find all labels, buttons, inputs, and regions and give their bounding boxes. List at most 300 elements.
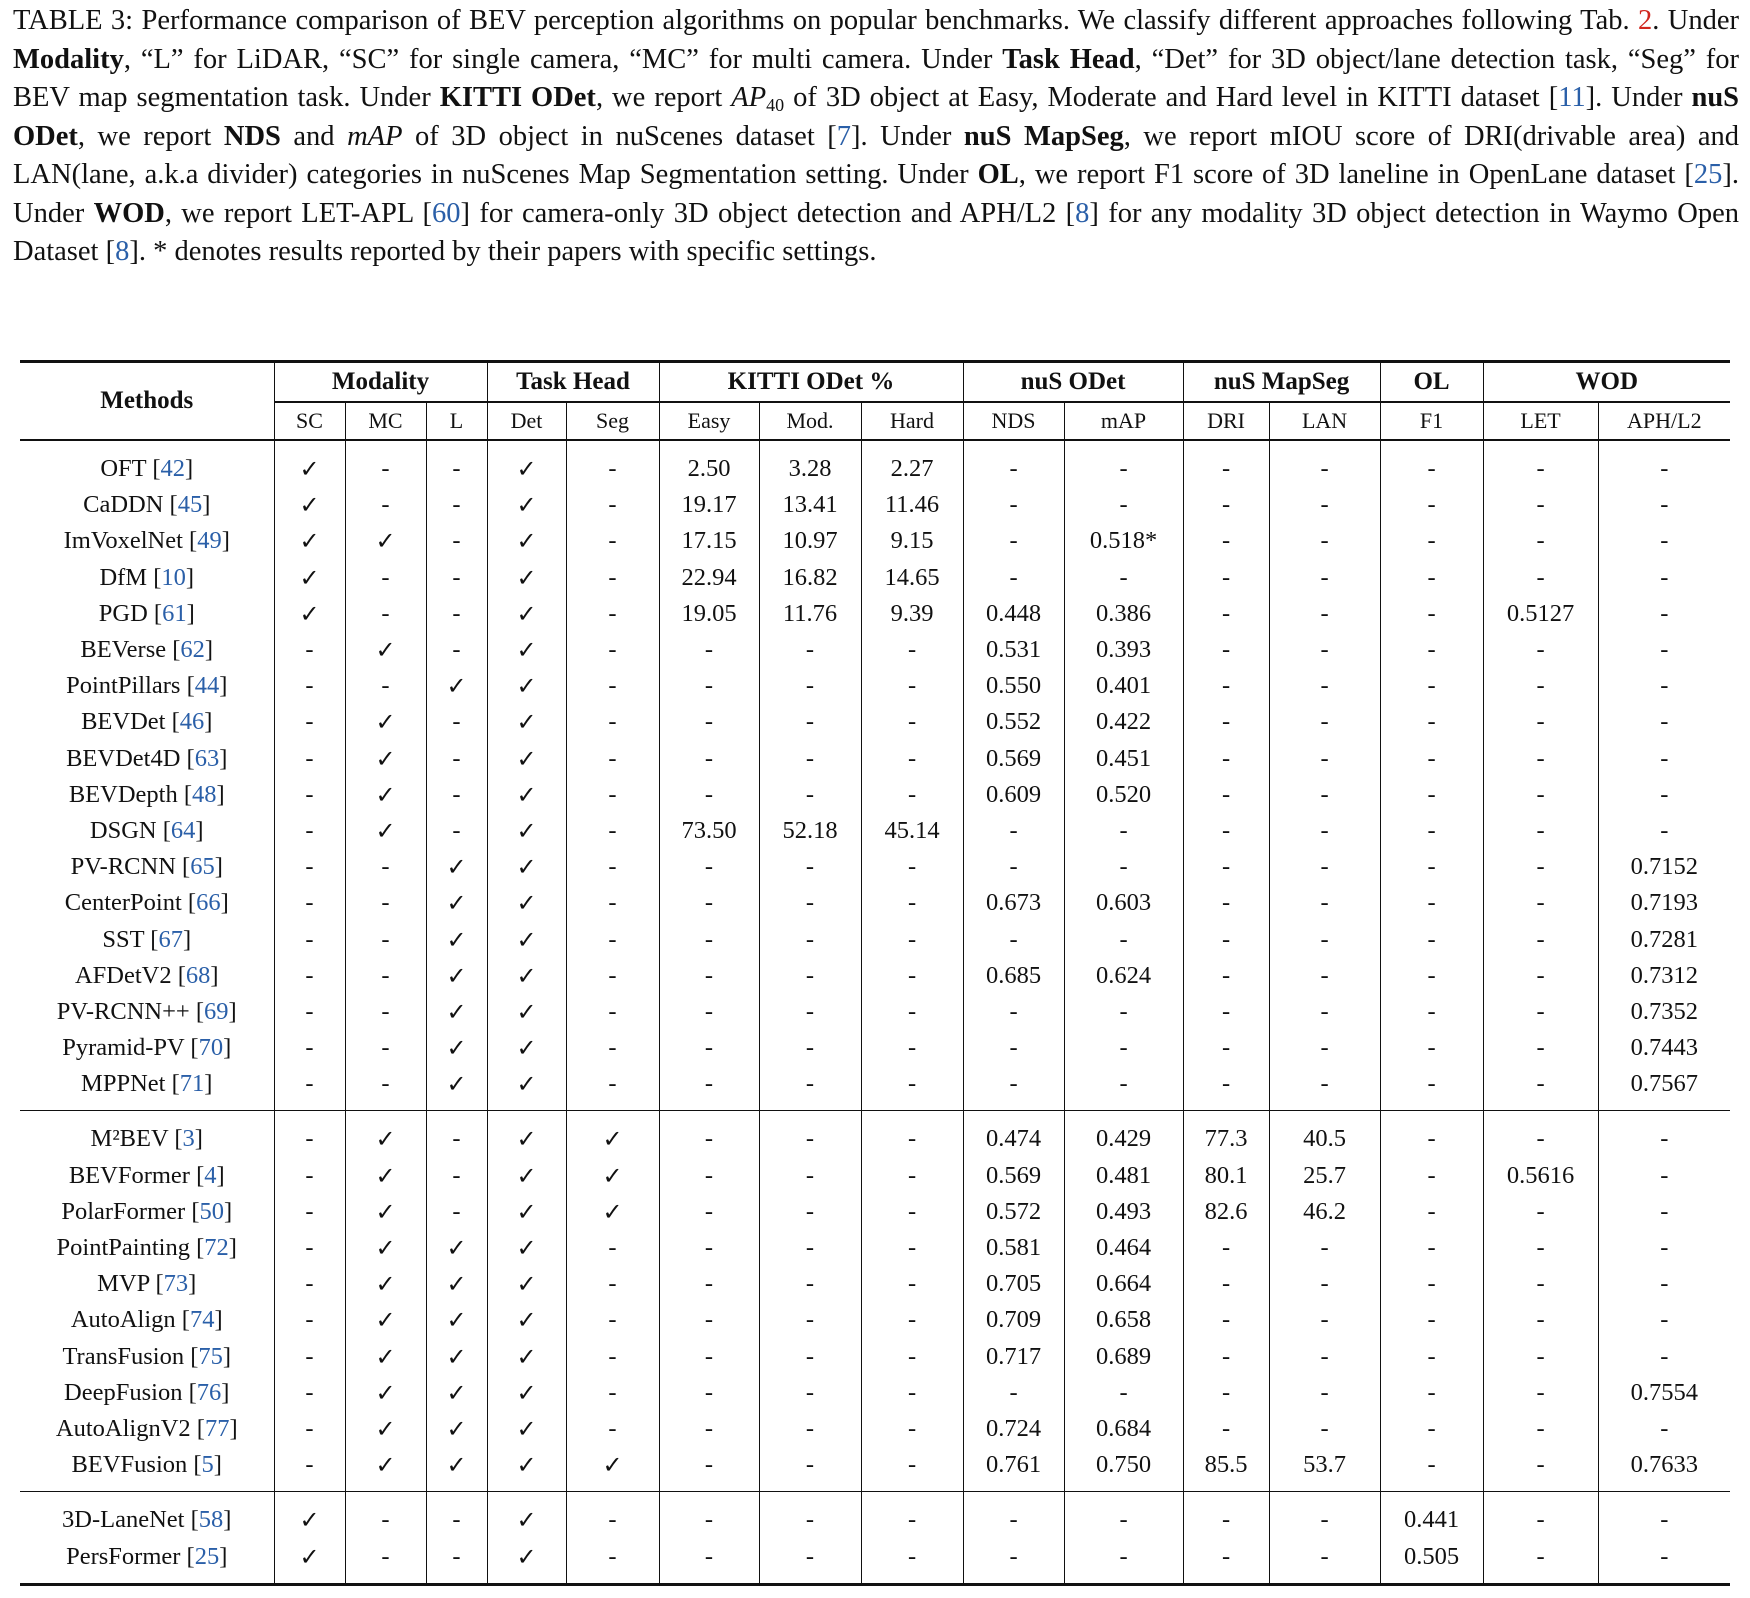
caption-text: , we report LET-APL [ — [164, 197, 433, 229]
value-cell: 0.520 — [1064, 777, 1183, 813]
value-cell: - — [659, 994, 759, 1030]
check-icon: ✓ — [487, 1538, 566, 1584]
value-cell: 2.27 — [861, 440, 963, 487]
check-icon: ✓ — [345, 1266, 426, 1302]
check-icon: ✓ — [426, 1447, 487, 1492]
check-icon: ✓ — [566, 1111, 659, 1158]
method-name: DSGN — [89, 816, 157, 844]
value-cell: - — [1064, 487, 1183, 523]
bracket: [ — [187, 1451, 202, 1479]
value-cell: - — [659, 849, 759, 885]
caption-text: of 3D object at Easy, Moderate and Hard level in KITTI dataset [ — [784, 82, 1559, 113]
bracket: [ — [165, 1070, 180, 1098]
value-cell: - — [345, 560, 426, 596]
column-header: Mod. — [759, 402, 861, 440]
value-cell: - — [1183, 1411, 1269, 1447]
value-cell: - — [426, 777, 487, 813]
value-cell: - — [1380, 596, 1483, 632]
column-header: Seg — [566, 402, 659, 440]
value-cell: - — [659, 1111, 759, 1158]
caption-text: , we report mIOU score of DRI(drivable area) and LAN(lane, a.k.a divider) categories in nuScenes Map Segmentation setting. Under — [13, 120, 1740, 190]
method-name: BEVDepth — [68, 780, 178, 808]
check-icon: ✓ — [487, 668, 566, 704]
check-icon: ✓ — [345, 1230, 426, 1266]
value-cell: - — [963, 1030, 1064, 1066]
citation-link[interactable]: 8 — [115, 236, 130, 267]
caption-text: of 3D object in nuScenes dataset [ — [402, 120, 837, 152]
caption-text: . Under — [1652, 5, 1740, 36]
citation-link[interactable]: 45 — [177, 491, 203, 519]
method-cell — [20, 1302, 274, 1338]
method-name: OFT — [100, 455, 147, 483]
value-cell: - — [1380, 668, 1483, 704]
check-icon: ✓ — [487, 440, 566, 487]
check-icon: ✓ — [345, 1194, 426, 1230]
value-cell: - — [1183, 813, 1269, 849]
value-cell: - — [1380, 921, 1483, 957]
value-cell: - — [861, 1411, 963, 1447]
method-name: DfM — [99, 563, 148, 591]
citation-link[interactable]: 4 — [204, 1161, 217, 1189]
value-cell: - — [759, 1375, 861, 1411]
column-header: L — [426, 402, 487, 440]
bracket: [ — [189, 1234, 205, 1262]
value-cell: - — [566, 1339, 659, 1375]
value-cell: - — [274, 777, 345, 813]
value-cell: - — [1269, 704, 1380, 740]
value-cell: - — [345, 921, 426, 957]
value-cell: - — [345, 440, 426, 487]
value-cell: - — [274, 1447, 345, 1492]
bracket: ] — [214, 1306, 223, 1334]
bracket: ] — [184, 455, 194, 483]
value-cell: - — [1064, 1538, 1183, 1584]
value-cell: 0.7633 — [1598, 1447, 1730, 1492]
group-header: Task Head — [487, 362, 659, 403]
value-cell: - — [1183, 632, 1269, 668]
citation-link[interactable]: 69 — [204, 997, 229, 1025]
value-cell: 0.422 — [1064, 704, 1183, 740]
bracket: [ — [156, 816, 171, 844]
value-cell: 0.505 — [1380, 1538, 1483, 1584]
bracket: [ — [175, 1306, 190, 1334]
bracket: [ — [189, 997, 205, 1025]
check-icon: ✓ — [487, 885, 566, 921]
value-cell: 0.684 — [1064, 1411, 1183, 1447]
citation-link[interactable]: 3 — [182, 1125, 195, 1153]
column-header: MC — [345, 402, 426, 440]
citation-link[interactable]: 60 — [432, 197, 461, 229]
caption-text: ]. * denotes results reported by their papers with specific settings. — [129, 236, 877, 267]
citation-link[interactable]: 71 — [179, 1070, 205, 1098]
citation-link[interactable]: 58 — [198, 1506, 224, 1534]
table-row — [20, 1492, 1730, 1539]
value-cell: - — [1269, 813, 1380, 849]
citation-link[interactable]: 48 — [192, 780, 217, 808]
check-icon: ✓ — [566, 1447, 659, 1492]
check-icon: ✓ — [345, 1339, 426, 1375]
citation-link[interactable]: 2 — [1638, 5, 1653, 36]
bracket: [ — [184, 1034, 199, 1062]
value-cell: - — [1483, 668, 1598, 704]
value-cell: - — [1483, 1302, 1598, 1338]
citation-link[interactable]: 73 — [163, 1270, 189, 1298]
value-cell: - — [566, 1066, 659, 1111]
value-cell: - — [1483, 560, 1598, 596]
value-cell: - — [861, 1230, 963, 1266]
value-cell: 0.451 — [1064, 741, 1183, 777]
check-icon: ✓ — [487, 921, 566, 957]
value-cell: - — [1269, 1375, 1380, 1411]
citation-link[interactable]: 74 — [189, 1306, 215, 1334]
bracket: [ — [182, 1378, 197, 1406]
check-icon: ✓ — [345, 1158, 426, 1194]
value-cell: - — [1183, 523, 1269, 559]
citation-link[interactable]: 70 — [198, 1034, 224, 1062]
value-cell: - — [963, 523, 1064, 559]
caption-text: nuS MapSeg — [963, 120, 1124, 152]
table-row — [20, 560, 1730, 596]
value-cell: - — [1064, 994, 1183, 1030]
table-row — [20, 523, 1730, 559]
caption-text: AP — [731, 82, 767, 113]
value-cell: - — [861, 632, 963, 668]
value-cell: - — [1598, 813, 1730, 849]
value-cell: - — [1269, 487, 1380, 523]
check-icon: ✓ — [487, 704, 566, 740]
check-icon: ✓ — [487, 1111, 566, 1158]
citation-link[interactable]: 77 — [204, 1414, 230, 1442]
column-header: Det — [487, 402, 566, 440]
citation-link[interactable]: 63 — [194, 744, 220, 772]
value-cell: - — [566, 741, 659, 777]
value-cell: - — [659, 1194, 759, 1230]
value-cell: - — [659, 1447, 759, 1492]
value-cell: - — [659, 668, 759, 704]
value-cell: - — [1269, 994, 1380, 1030]
value-cell: 73.50 — [659, 813, 759, 849]
value-cell: - — [1380, 1339, 1483, 1375]
value-cell: - — [759, 1030, 861, 1066]
value-cell: - — [1598, 1111, 1730, 1158]
citation-link[interactable]: 11 — [1558, 82, 1586, 113]
value-cell: 0.448 — [963, 596, 1064, 632]
value-cell: 77.3 — [1183, 1111, 1269, 1158]
value-cell: 22.94 — [659, 560, 759, 596]
column-header: NDS — [963, 402, 1064, 440]
value-cell: 9.15 — [861, 523, 963, 559]
table-row — [20, 1030, 1730, 1066]
value-cell: 0.531 — [963, 632, 1064, 668]
check-icon: ✓ — [487, 487, 566, 523]
value-cell: 0.664 — [1064, 1266, 1183, 1302]
value-cell: - — [566, 777, 659, 813]
value-cell: - — [566, 1375, 659, 1411]
caption-text: , “Det” for 3D object/lane detection task, “Seg” for BEV map segmentation task. Under — [13, 43, 1739, 113]
group-header: Modality — [274, 362, 487, 403]
citation-link[interactable]: 62 — [180, 636, 205, 664]
citation-link[interactable]: 5 — [201, 1451, 214, 1479]
citation-link[interactable]: 50 — [199, 1197, 224, 1225]
bracket: [ — [144, 925, 159, 953]
citation-link[interactable]: 8 — [1075, 197, 1090, 229]
method-cell — [20, 1447, 274, 1492]
bracket: [ — [181, 889, 197, 917]
value-cell: - — [1269, 958, 1380, 994]
value-cell: - — [1483, 1375, 1598, 1411]
value-cell: - — [1380, 1266, 1483, 1302]
value-cell: - — [659, 1339, 759, 1375]
value-cell: - — [659, 777, 759, 813]
value-cell: - — [1598, 1302, 1730, 1338]
value-cell: - — [345, 885, 426, 921]
value-cell: - — [861, 1492, 963, 1539]
method-name: PointPainting — [56, 1234, 190, 1262]
table-row — [20, 487, 1730, 523]
value-cell: - — [1380, 560, 1483, 596]
value-cell: - — [861, 1266, 963, 1302]
citation-link[interactable]: 7 — [836, 120, 852, 152]
check-icon: ✓ — [426, 1230, 487, 1266]
value-cell: - — [1483, 1194, 1598, 1230]
bracket: ] — [216, 1161, 225, 1189]
value-cell: 0.429 — [1064, 1111, 1183, 1158]
value-cell: - — [566, 596, 659, 632]
bracket: [ — [184, 1506, 199, 1534]
value-cell: 0.441 — [1380, 1492, 1483, 1539]
value-cell: - — [659, 1266, 759, 1302]
value-cell: - — [1269, 1411, 1380, 1447]
method-cell — [20, 1411, 274, 1447]
method-name: AutoAlignV2 — [55, 1414, 191, 1442]
value-cell: - — [426, 1158, 487, 1194]
value-cell: - — [1380, 813, 1483, 849]
value-cell: - — [759, 958, 861, 994]
value-cell: - — [759, 1411, 861, 1447]
method-name: MPPNet — [81, 1070, 166, 1098]
bracket: ] — [223, 1197, 233, 1225]
value-cell: - — [274, 1066, 345, 1111]
method-name: MVP — [97, 1270, 150, 1298]
bracket: [ — [180, 672, 195, 700]
check-icon: ✓ — [426, 1030, 487, 1066]
value-cell: - — [426, 560, 487, 596]
value-cell: - — [861, 668, 963, 704]
table-row — [20, 1447, 1730, 1492]
value-cell: - — [274, 1158, 345, 1194]
citation-link[interactable]: 44 — [194, 672, 220, 700]
bracket: ] — [188, 1270, 197, 1298]
group-header: OL — [1380, 362, 1483, 403]
bracket: [ — [165, 708, 180, 736]
value-cell: - — [1269, 632, 1380, 668]
value-cell: - — [1598, 1158, 1730, 1194]
method-name: 3D-LaneNet — [62, 1506, 185, 1534]
value-cell: - — [659, 1411, 759, 1447]
value-cell: - — [1483, 1339, 1598, 1375]
method-cell — [20, 1266, 274, 1302]
method-name: PV-RCNN — [70, 853, 176, 881]
value-cell: - — [1183, 1538, 1269, 1584]
value-cell: - — [861, 1030, 963, 1066]
value-cell: - — [1598, 1194, 1730, 1230]
value-cell: - — [1064, 1030, 1183, 1066]
value-cell: - — [274, 885, 345, 921]
value-cell: - — [1380, 1302, 1483, 1338]
method-cell — [20, 440, 274, 487]
value-cell: - — [1380, 849, 1483, 885]
citation-link[interactable]: 46 — [179, 708, 205, 736]
value-cell: - — [345, 668, 426, 704]
value-cell: - — [1183, 1266, 1269, 1302]
column-header: LET — [1483, 402, 1598, 440]
bracket: [ — [168, 1125, 183, 1153]
table-row — [20, 1538, 1730, 1584]
value-cell: - — [1269, 523, 1380, 559]
value-cell: - — [1269, 885, 1380, 921]
value-cell: - — [1269, 921, 1380, 957]
value-cell: - — [1183, 1492, 1269, 1539]
value-cell: - — [963, 994, 1064, 1030]
value-cell: - — [1598, 668, 1730, 704]
citation-link[interactable]: 25 — [1693, 159, 1723, 190]
bracket: [ — [166, 636, 181, 664]
check-icon: ✓ — [345, 1447, 426, 1492]
citation-link[interactable]: 49 — [197, 527, 222, 555]
value-cell: - — [759, 1158, 861, 1194]
citation-link[interactable]: 68 — [185, 961, 211, 989]
value-cell: - — [1064, 440, 1183, 487]
value-cell: - — [1598, 1411, 1730, 1447]
caption-text: ] for camera-only 3D object detection and APH/L2 [ — [460, 197, 1076, 229]
check-icon: ✓ — [426, 1066, 487, 1111]
value-cell: - — [566, 632, 659, 668]
check-icon: ✓ — [487, 1158, 566, 1194]
check-icon: ✓ — [345, 632, 426, 668]
value-cell: - — [1064, 921, 1183, 957]
caption-text: 40 — [766, 95, 785, 115]
check-icon: ✓ — [426, 1302, 487, 1338]
bracket: [ — [149, 1270, 164, 1298]
check-icon: ✓ — [426, 921, 487, 957]
value-cell: - — [1598, 440, 1730, 487]
value-cell: - — [274, 1375, 345, 1411]
check-icon: ✓ — [487, 523, 566, 559]
value-cell: - — [274, 668, 345, 704]
citation-link[interactable]: 10 — [161, 563, 186, 591]
citation-link[interactable]: 65 — [190, 853, 215, 881]
bracket: [ — [184, 1342, 199, 1370]
citation-link[interactable]: 66 — [196, 889, 221, 917]
value-cell: - — [1483, 523, 1598, 559]
citation-link[interactable]: 42 — [160, 455, 185, 483]
value-cell: - — [566, 1230, 659, 1266]
value-cell: - — [274, 994, 345, 1030]
citation-link[interactable]: 25 — [194, 1542, 220, 1570]
value-cell: - — [1269, 1538, 1380, 1584]
table-row — [20, 632, 1730, 668]
method-name: PV-RCNN++ — [56, 997, 190, 1025]
bracket: ] — [229, 1414, 238, 1442]
value-cell: - — [1269, 1066, 1380, 1111]
value-cell: - — [759, 632, 861, 668]
check-icon: ✓ — [487, 1339, 566, 1375]
method-cell — [20, 1158, 274, 1194]
bracket: [ — [175, 853, 191, 881]
value-cell: - — [1598, 560, 1730, 596]
check-icon: ✓ — [274, 560, 345, 596]
value-cell: 0.518* — [1064, 523, 1183, 559]
value-cell: - — [759, 1447, 861, 1492]
method-name: PolarFormer — [61, 1197, 186, 1225]
method-cell — [20, 1375, 274, 1411]
value-cell: 0.724 — [963, 1411, 1064, 1447]
check-icon: ✓ — [426, 1266, 487, 1302]
value-cell: - — [566, 813, 659, 849]
bracket: [ — [180, 1542, 195, 1570]
value-cell: 17.15 — [659, 523, 759, 559]
value-cell: - — [1380, 777, 1483, 813]
bracket: [ — [163, 491, 178, 519]
bracket: ] — [219, 744, 228, 772]
value-cell: - — [1269, 1302, 1380, 1338]
value-cell: - — [759, 777, 861, 813]
value-cell: - — [1183, 596, 1269, 632]
value-cell: 2.50 — [659, 440, 759, 487]
value-cell: 0.717 — [963, 1339, 1064, 1375]
value-cell: - — [963, 560, 1064, 596]
method-cell — [20, 1194, 274, 1230]
value-cell: - — [759, 668, 861, 704]
bracket: ] — [194, 1125, 203, 1153]
value-cell: - — [426, 741, 487, 777]
value-cell: - — [861, 1194, 963, 1230]
method-cell — [20, 958, 274, 994]
check-icon: ✓ — [345, 1111, 426, 1158]
bracket: ] — [228, 997, 237, 1025]
bracket: ] — [204, 1070, 213, 1098]
citation-link[interactable]: 61 — [162, 599, 187, 627]
citation-link[interactable]: 76 — [196, 1378, 222, 1406]
citation-link[interactable]: 72 — [204, 1234, 229, 1262]
caption-text: Modality — [13, 43, 124, 75]
value-cell: - — [1483, 440, 1598, 487]
value-cell: - — [1183, 849, 1269, 885]
value-cell: - — [1380, 1230, 1483, 1266]
citation-link[interactable]: 67 — [158, 925, 183, 953]
value-cell: - — [1183, 704, 1269, 740]
value-cell: - — [1269, 777, 1380, 813]
citation-link[interactable]: 64 — [170, 816, 196, 844]
table-row — [20, 1339, 1730, 1375]
bracket: ] — [222, 1342, 232, 1370]
check-icon: ✓ — [487, 1266, 566, 1302]
citation-link[interactable]: 75 — [198, 1342, 223, 1370]
check-icon: ✓ — [487, 958, 566, 994]
value-cell: - — [566, 1492, 659, 1539]
value-cell: - — [1483, 632, 1598, 668]
caption-text: , we report — [595, 82, 732, 113]
value-cell: 0.474 — [963, 1111, 1064, 1158]
value-cell: - — [1598, 1538, 1730, 1584]
value-cell: 53.7 — [1269, 1447, 1380, 1492]
value-cell: - — [1183, 994, 1269, 1030]
check-icon: ✓ — [274, 1538, 345, 1584]
column-header: mAP — [1064, 402, 1183, 440]
value-cell: - — [759, 1111, 861, 1158]
check-icon: ✓ — [487, 741, 566, 777]
caption-text: NDS — [223, 120, 281, 152]
